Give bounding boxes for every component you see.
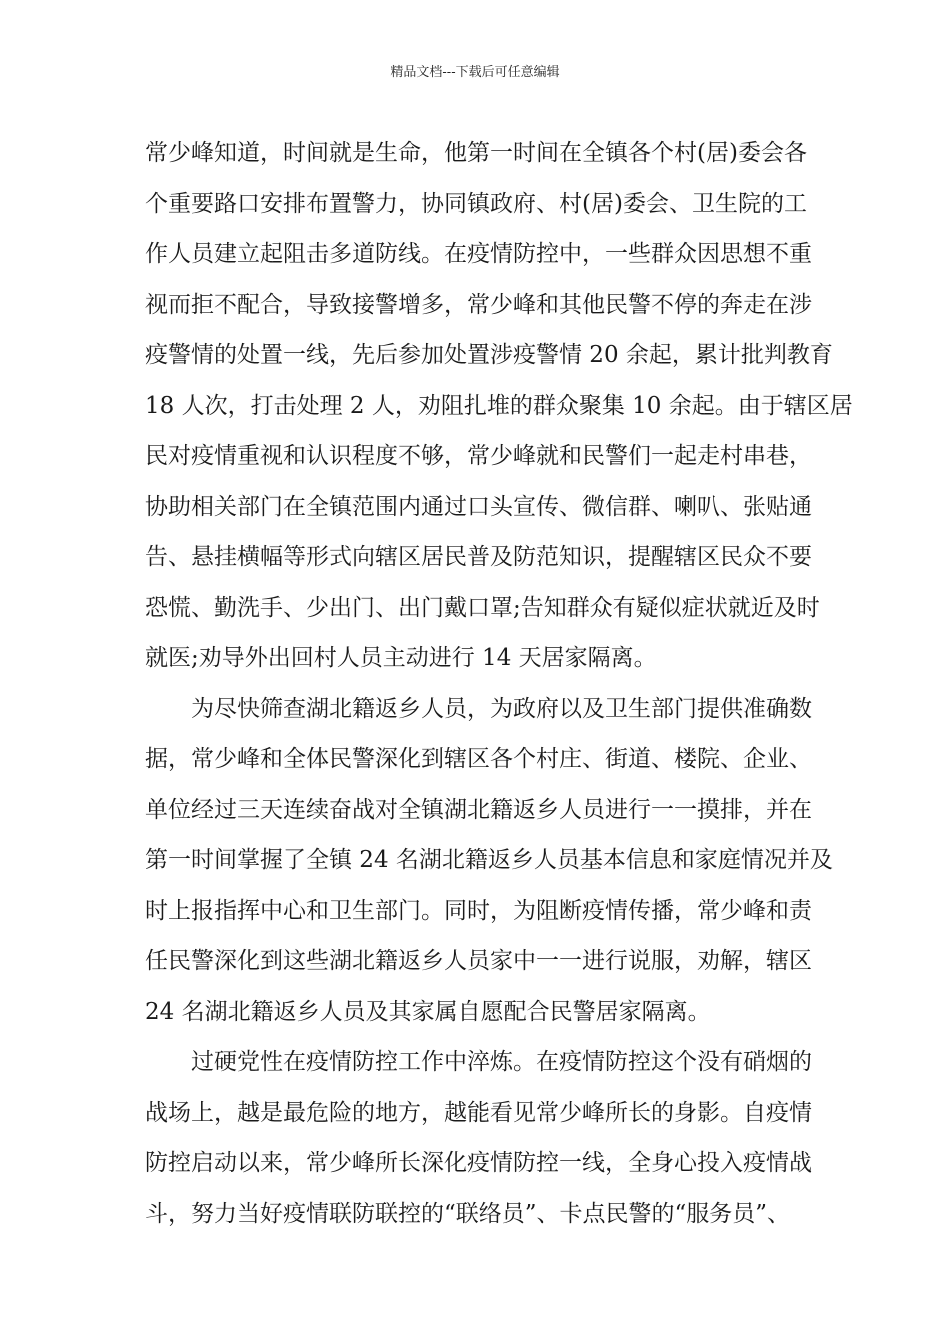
paragraph-1-line: 18 人次，打击处理 2 人，劝阻扎堆的群众聚集 10 余起。由于辖区居 [145,392,853,419]
paragraph-3-line: 战场上，越是最危险的地方，越能看见常少峰所长的身影。自疫情 [145,1099,812,1126]
paragraph-1-line: 疫警情的处置一线，先后参加处置涉疫警情 20 余起，累计批判教育 [145,342,833,368]
paragraph-1-line: 协助相关部门在全镇范围内通过口头宣传、微信群、喇叭、张贴通 [145,493,812,520]
paragraph-3-line: 斗，努力当好疫情联防联控的“联络员”、卡点民警的“服务员”、 [145,1200,791,1227]
paragraph-1-line: 恐慌、勤洗手、少出门、出门戴口罩;告知群众有疑似症状就近及时 [145,594,820,621]
paragraph-2-line: 24 名湖北籍返乡人员及其家属自愿配合民警居家隔离。 [145,998,711,1025]
paragraph-2-line: 第一时间掌握了全镇 24 名湖北籍返乡人员基本信息和家庭情况并及 [145,847,833,873]
page-header: 精品文档---下载后可任意编辑 [390,65,560,80]
document-body [145,128,853,1239]
paragraph-1-line: 个重要路口安排布置警力，协同镇政府、村(居)委会、卫生院的工 [145,190,807,217]
paragraph-1-line: 作人员建立起阻击多道防线。在疫情防控中，一些群众因思想不重 [145,241,812,267]
paragraph-1-line: 常少峰知道，时间就是生命，他第一时间在全镇各个村(居)委会各 [145,140,807,166]
paragraph-3-first-line: 过硬党性在疫情防控工作中淬炼。在疫情防控这个没有硝烟的 [191,1049,812,1075]
paragraph-2-first-line: 为尽快筛查湖北籍返乡人员，为政府以及卫生部门提供准确数 [191,695,812,722]
paragraph-2-line: 任民警深化到这些湖北籍返乡人员家中一一进行说服，劝解，辖区 [145,948,812,974]
paragraph-1-line: 告、悬挂横幅等形式向辖区居民普及防范知识，提醒辖区民众不要 [145,544,812,570]
paragraph-2-line: 时上报指挥中心和卫生部门。同时，为阻断疫情传播，常少峰和责 [145,897,812,924]
paragraph-2-line: 据，常少峰和全体民警深化到辖区各个村庄、街道、楼院、企业、 [145,746,812,772]
paragraph-1-line: 视而拒不配合，导致接警增多，常少峰和其他民警不停的奔走在涉 [145,291,812,318]
paragraph-2-line: 单位经过三天连续奋战对全镇湖北籍返乡人员进行一一摸排，并在 [145,796,812,823]
paragraph-1-line: 民对疫情重视和认识程度不够，常少峰就和民警们一起走村串巷， [145,443,812,469]
paragraph-1-line: 就医;劝导外出回村人员主动进行 14 天居家隔离。 [145,645,657,671]
paragraph-3-line: 防控启动以来，常少峰所长深化疫情防控一线，全身心投入疫情战 [145,1150,812,1176]
